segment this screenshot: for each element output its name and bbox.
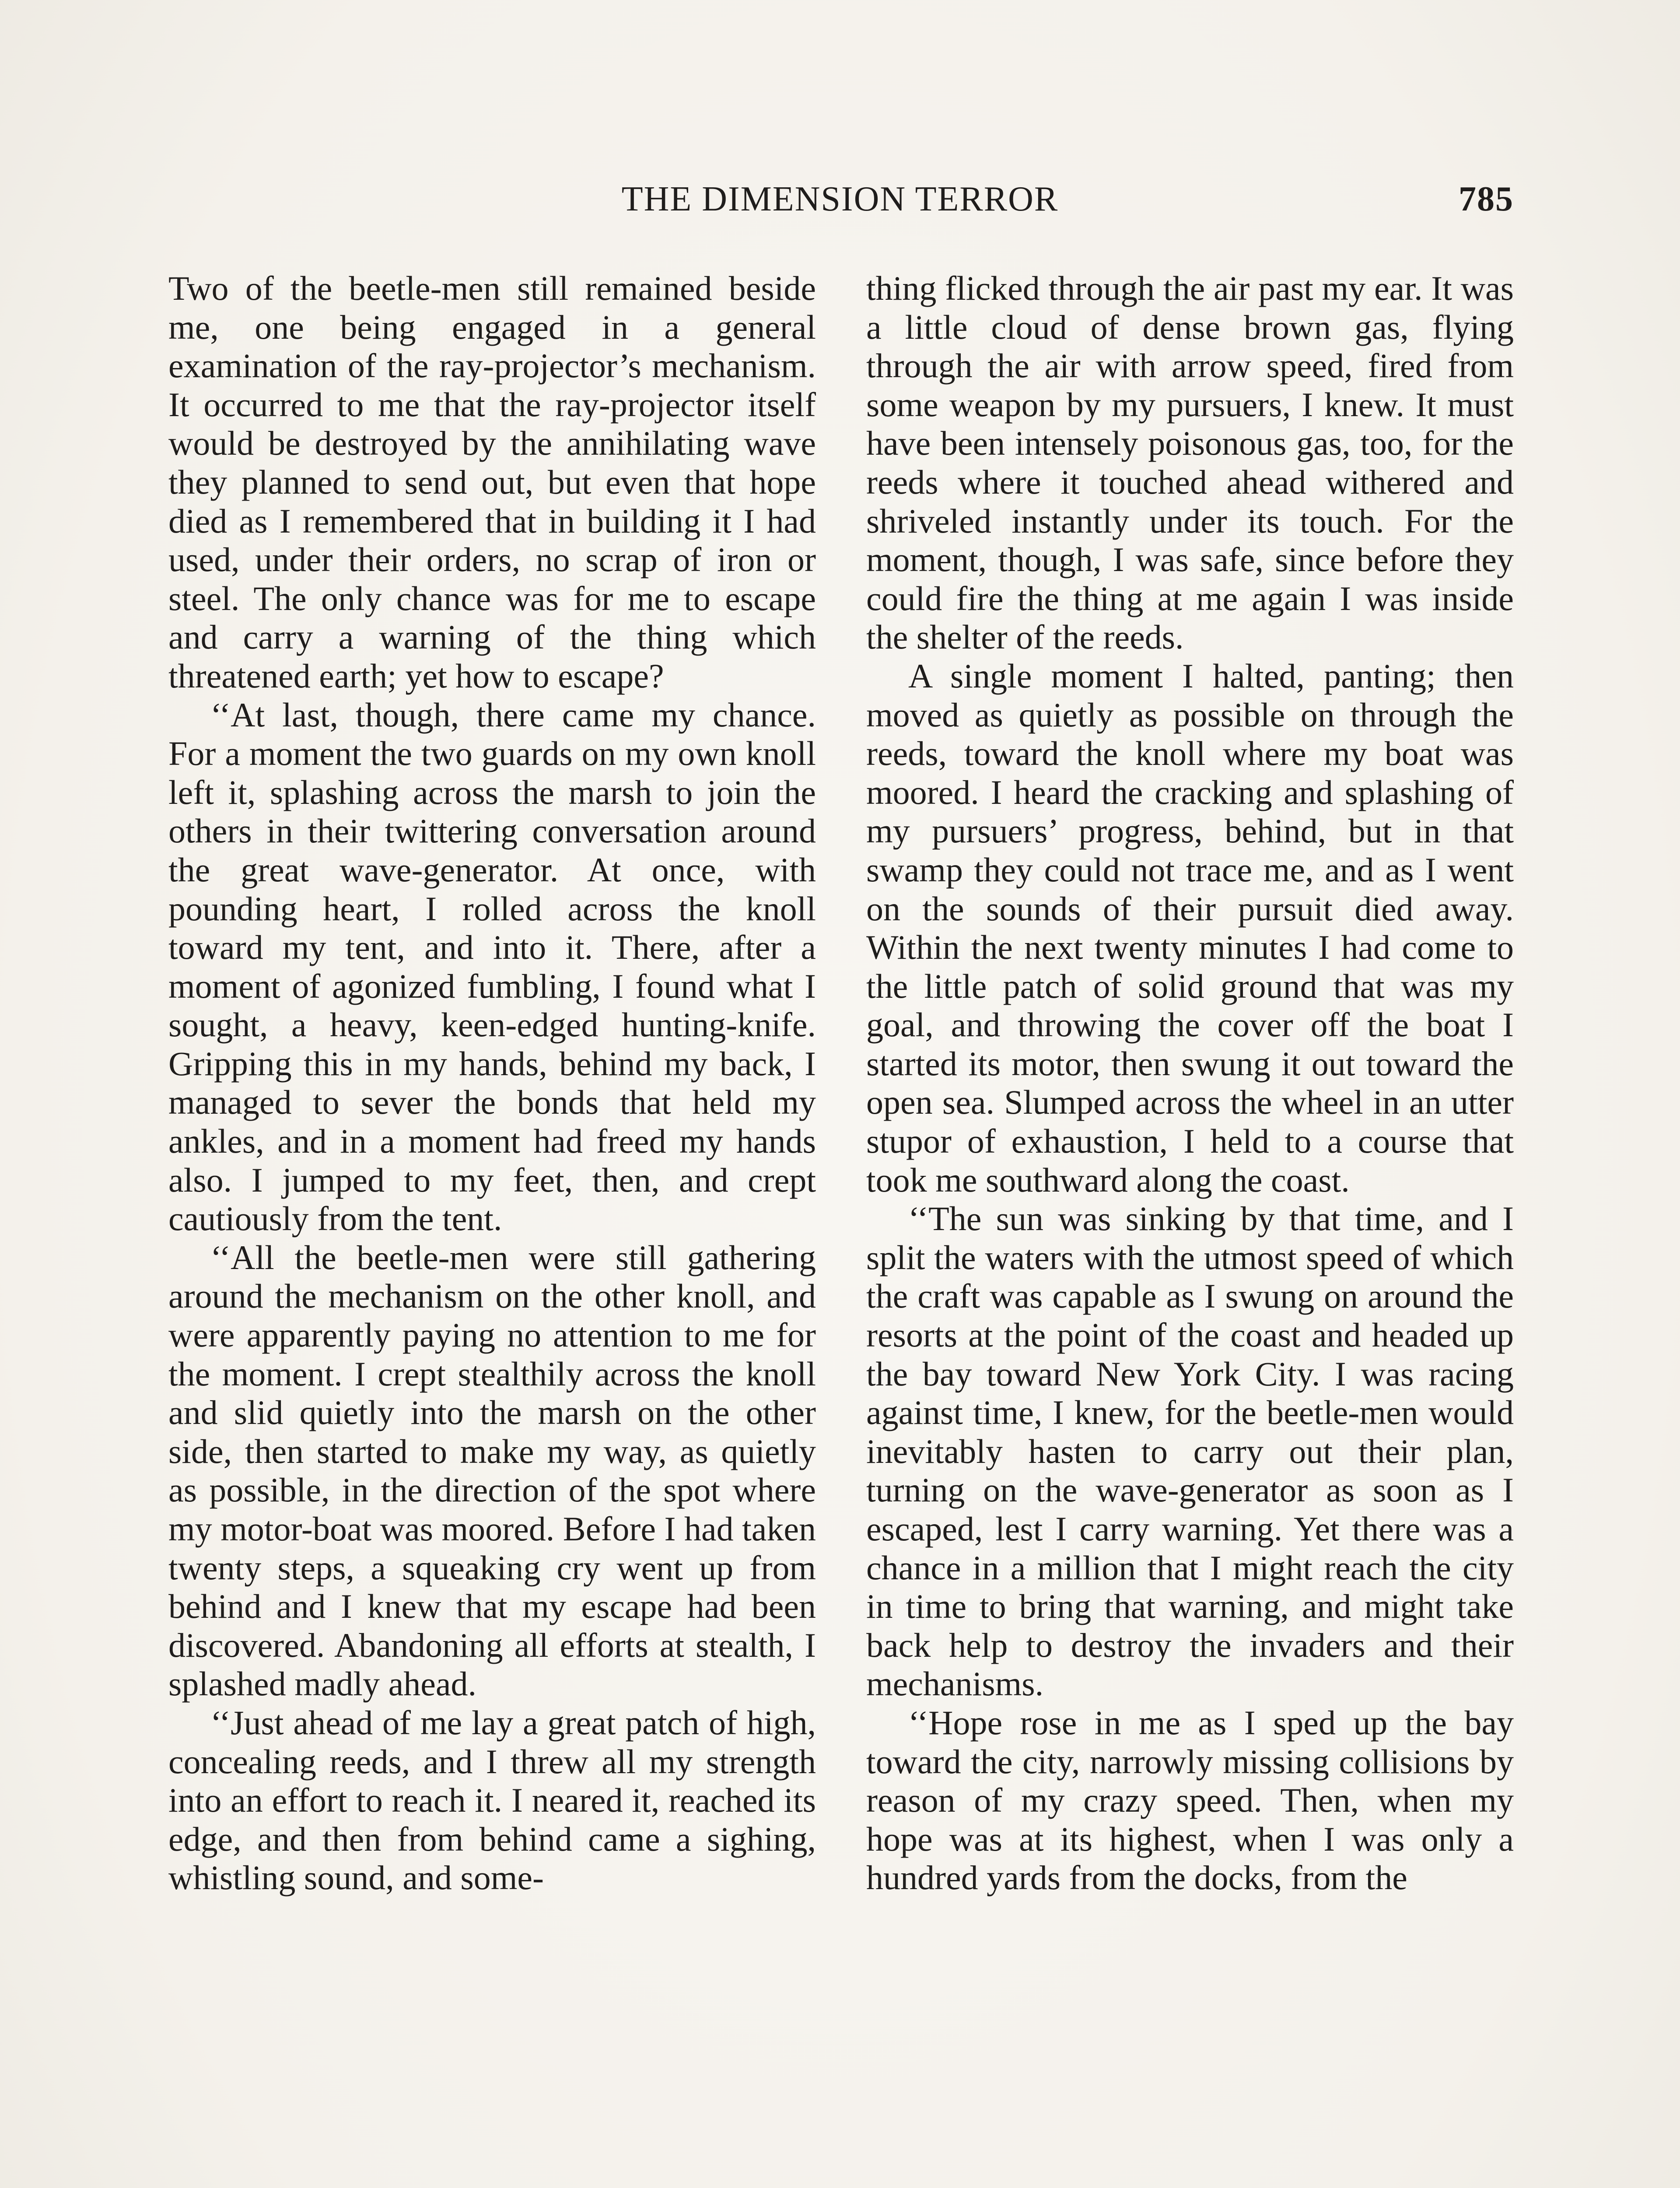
running-title: THE DIMENSION TERROR bbox=[621, 180, 1059, 218]
running-head bbox=[166, 173, 1514, 225]
paragraph: thing flicked through the air past my ear. It was a little cloud of dense brown gas, flying through the air with arrow speed, fired from some weapon by my pursuers, I knew. It must have been intensely poisonous gas, too, for the reeds where it touched ahead withered and shriveled instantly under its touch. For the moment, though, I was safe, since before they could fire the thing at me again I was inside the shelter of the reeds. bbox=[866, 269, 1514, 656]
paragraph: ‘‘All the beetle-men were still gathering around the mechanism on the other knoll, and were apparently paying no attention to me for the moment. I crept stealthily across the knoll and slid quietly into the marsh on the other side, then started to make my way, as quietly as possible, in the direction of the spot where my motor-boat was moored. Before I had taken twenty steps, a squeaking cry went up from behind and I knew that my escape had been discovered. Abandoning all efforts at stealth, I splashed madly ahead. bbox=[168, 1238, 816, 1703]
paragraph: ‘‘Hope rose in me as I sped up the bay toward the city, narrowly missing collisions by reason of my crazy speed. Then, when my hope was at its highest, when I was only a hundred yards from the docks, from the bbox=[866, 1703, 1514, 1897]
paragraph: ‘‘The sun was sinking by that time, and I split the waters with the utmost speed of which the craft was capable as I swung on around the resorts at the point of the coast and headed up the bay toward New York City. I was racing against time, I knew, for the beetle-men would inevitably hasten to carry out their plan, turning on the wave-generator as soon as I escaped, lest I carry warning. Yet there was a chance in a million that I might reach the city in time to bring that warning, and might take back help to destroy the invaders and their mechanisms. bbox=[866, 1199, 1514, 1703]
page-number: 785 bbox=[1459, 180, 1514, 218]
right-column bbox=[866, 269, 1514, 1897]
paragraph: ‘‘Just ahead of me lay a great patch of high, concealing reeds, and I threw all my strength into an effort to reach it. I neared it, reached its edge, and then from behind came a sighing, whistling sound, and some- bbox=[168, 1703, 816, 1897]
paragraph: Two of the beetle-men still remained beside me, one being engaged in a general examination of the ray-projector’s mechanism. It occurred to me that the ray-projector itself would be destroyed by the annihilating wave they planned to send out, but even that hope died as I remembered that in building it I had used, under their orders, no scrap of iron or steel. The only chance was for me to escape and carry a warning of the thing which threatened earth; yet how to escape? bbox=[168, 269, 816, 695]
left-column bbox=[168, 269, 816, 1897]
paragraph: A single moment I halted, panting; then moved as quietly as possible on through the reeds, toward the knoll where my boat was moored. I heard the cracking and splashing of my pursuers’ progress, behind, but in that swamp they could not trace me, and as I went on the sounds of their pursuit died away. Within the next twenty minutes I had come to the little patch of solid ground that was my goal, and throwing the cover off the boat I started its motor, then swung it out toward the open sea. Slumped across the wheel in an utter stupor of exhaustion, I held to a course that took me southward along the coast. bbox=[866, 656, 1514, 1199]
paragraph: ‘‘At last, though, there came my chance. For a moment the two guards on my own knoll left it, splashing across the marsh to join the others in their twittering conversation around the great wave-generator. At once, with pounding heart, I rolled across the knoll toward my tent, and into it. There, after a moment of agonized fumbling, I found what I sought, a heavy, keen-edged hunting-knife. Gripping this in my hands, behind my back, I managed to sever the bonds that held my ankles, and in a moment had freed my hands also. I jumped to my feet, then, and crept cautiously from the tent. bbox=[168, 695, 816, 1238]
